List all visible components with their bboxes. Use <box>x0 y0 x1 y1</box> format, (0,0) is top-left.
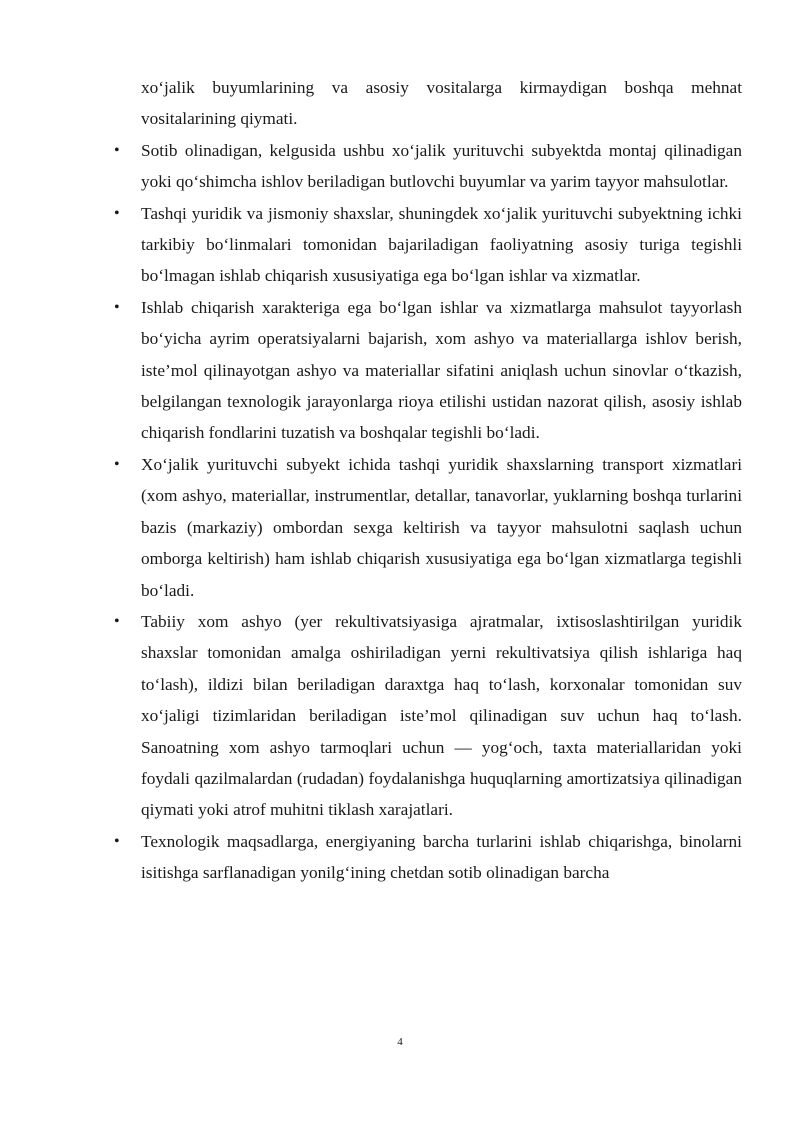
bullet-item-text: Tabiiy xom ashyo (yer rekultivatsiyasiga ajratmalar, ixtisoslashtirilgan yuridik shaxslar tomonidan amalga oshiriladigan yerni rekultivatsiya qilish ishlariga haq to‘lash), ildizi bilan beriladigan daraxtga haq to‘lash, korxonalar tomonidan suv xo‘jaligi tizimlaridan beriladigan iste’mol qilinadigan suv uchun haq to‘lash. Sanoatning xom ashyo tarmoqlari uchun — yog‘och, taxta materiallaridan yoki foydali qazilmalardan (rudadan) foydalanishga huquqlarning amortizatsiya qilinadigan qiymati yoki atrof muhitni tiklash xarajatlari. <box>141 611 742 820</box>
bullet-item-text: Tashqi yuridik va jismoniy shaxslar, shuningdek xo‘jalik yurituvchi subyektning ichki tarkibiy bo‘linmalari tomonidan bajariladigan faoliyatning asosiy turiga tegishli bo‘lmagan ishlab chiqarish xususiyatiga ega bo‘lgan ishlar va xizmatlar. <box>141 203 742 286</box>
document-body <box>112 72 742 889</box>
bullet-item-text: Texnologik maqsadlarga, energiyaning barcha turlarini ishlab chiqarishga, binolarni isitishga sarflanadigan yonilg‘ining chetdan sotib olinadigan barcha <box>141 831 742 883</box>
bullet-item-1 <box>112 135 742 198</box>
bullet-item-text: Xo‘jalik yurituvchi subyekt ichida tashqi yuridik shaxslarning transport xizmatlari (xom ashyo, materiallar, instrumentlar, detallar, tanavorlar, yuklarning boshqa turlarini bazis (markaziy) ombordan sexga keltirish va tayyor mahsulotni saqlash uchun omborga keltirish) ham ishlab chiqarish xususiyatiga ega bo‘lgan xizmatlarga tegishli bo‘ladi. <box>141 454 742 600</box>
page-number: 4 <box>397 1036 403 1048</box>
bullet-item-2 <box>112 198 742 292</box>
bullet-icon: • <box>114 612 120 630</box>
bullet-item-text: Sotib olinadigan, kelgusida ushbu xo‘jalik yurituvchi subyektda montaj qilinadigan yoki qo‘shimcha ishlov beriladigan butlovchi buyumlar va yarim tayyor mahsulotlar. <box>141 140 742 192</box>
bullet-icon: • <box>114 204 120 222</box>
bullet-icon: • <box>114 298 120 316</box>
bullet-icon: • <box>114 455 120 473</box>
bullet-item-4 <box>112 449 742 606</box>
bullet-icon: • <box>114 141 120 159</box>
intro-continuation-paragraph: xo‘jalik buyumlarining va asosiy vositalarga kirmaydigan boshqa mehnat vositalarining qiymati. <box>141 78 742 129</box>
bullet-item-5 <box>112 606 742 826</box>
bullet-item-3 <box>112 292 742 449</box>
bullet-item-6 <box>112 826 742 889</box>
bullet-item-text: Ishlab chiqarish xarakteriga ega bo‘lgan ishlar va xizmatlarga mahsulot tayyorlash bo‘yicha ayrim operatsiyalarni bajarish, xom ashyo va materiallarga ishlov berish, iste’mol qilinayotgan ashyo va materiallar sifatini aniqlash uchun sinovlar o‘tkazish, belgilangan texnologik jarayonlarga rioya etilishi ustidan nazorat qilish, asosiy ishlab chiqarish fondlarini tuzatish va boshqalar tegishli bo‘ladi. <box>141 297 742 443</box>
bullet-icon: • <box>114 832 120 850</box>
